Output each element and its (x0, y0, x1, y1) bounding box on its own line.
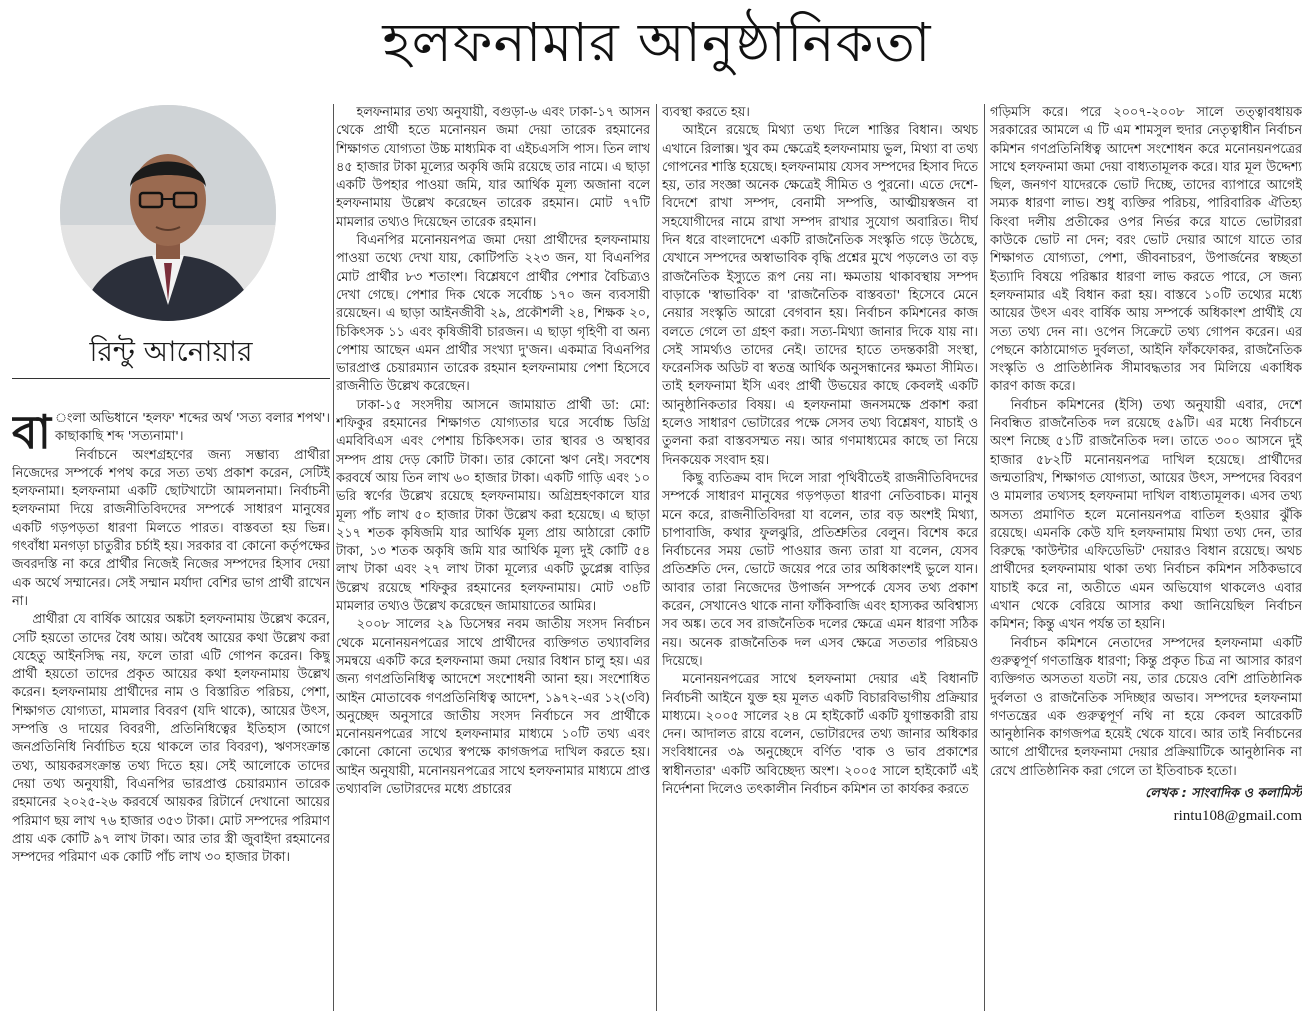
paragraph: বিএনপির মনোনয়নপত্র জমা দেয়া প্রার্থীদের হলফনামায় পাওয়া তথ্যে দেখা যায়, কোটিপতি ২২৩ জন, যা বিএনপির মোট প্রার্থীর ৮৩ শতাংশ। বিশ্লেষণে প্রার্থীর পেশার বৈচিত্র্যও দেখা গেছে। পেশার দিক থেকে সর্বোচ্চ ১৭০ জন ব্যবসায়ী রয়েছেন। এ ছাড়া আইনজীবী ২৯, প্রকৌশলী ২৪, শিক্ষক ২০, চিকিৎসক ১১ এবং কৃষিজীবী চারজন। এ ছাড়া গৃহিণী বা অন্য পেশায় আছেন এমন প্রার্থীর সংখ্যা দু'জন। একমাত্র বিএনপির ভারপ্রাপ্ত চেয়ারম্যান তারেক রহমান হলফনামায় পেশা হিসেবে রাজনীতি উল্লেখ করেছেন। (336, 233, 650, 395)
paragraph: নির্বাচন কমিশনে নেতাদের সম্পদের হলফনামা একটি গুরুত্বপূর্ণ গণতান্ত্রিক ধারণা; কিন্তু প্রকৃত চিত্র না আসার কারণ ব্যক্তিগত অসততা যতটা নয়, তার চেয়েও বেশি প্রাতিষ্ঠানিক দুর্বলতা ও রাজনৈতিক সদিচ্ছার অভাব। সম্পদের হলফনামা গণতন্ত্রের এক গুরুত্বপূর্ণ নথি না হয়ে কেবল আরেকটি আনুষ্ঠানিক কাগজপত্র হয়েই থেকে যাবে। আর তাই নির্বাচনের আগে প্রার্থীদের হলফনামা দেয়ার প্রক্রিয়াটিকে আনুষ্ঠানিক না রেখে প্রাতিষ্ঠানিক করা গেলে তা ইতিবাচক হতো। (990, 635, 1302, 779)
column-divider (656, 104, 657, 1011)
paragraph: ২০০৮ সালের ২৯ ডিসেম্বর নবম জাতীয় সংসদ নির্বাচন থেকে মনোনয়নপত্রের সাথে প্রার্থীদের ব্যক্তিগত তথ্যাবলির সমন্বয়ে একটি করে হলফনামা জমা দেয়ার বিধান চালু হয়। এর জন্য গণপ্রতিনিধিত্ব আদেশে সংশোধনী আনা হয়। সংশোধিত আইন মোতাবেক গণপ্রতিনিধিত্ব আদেশ, ১৯৭২-এর ১২(৩বি) অনুচ্ছেদ অনুসারে জাতীয় সংসদ নির্বাচনে সব প্রার্থীকে মনোনয়নপত্রের সাথে হলফনামার মাধ্যমে ১০টি তথ্য এবং কোনো কোনো তথ্যের স্বপক্ষে কাগজপত্র দাখিল করতে হয়। আইন অনুযায়ী, মনোনয়নপত্রের সাথে হলফনামার মাধ্যমে প্রাপ্ত তথ্যাবলি ভোটারদের মধ্যে প্রচারের (336, 617, 650, 797)
author-name: রিন্টু আনোয়ার (89, 335, 253, 368)
paragraph: ঢাকা-১৫ সংসদীয় আসনে জামায়াত প্রার্থী ডা: মো: শফিকুর রহমানের শিক্ষাগত যোগ্যতার ঘরে সর্বোচ্চ ডিগ্রি এমবিবিএস এবং পেশায় চিকিৎসক। তার স্থাবর ও অস্থাবর সম্পদ প্রায় দেড় কোটি টাকা। তার কোনো ঋণ নেই। সবশেষ করবর্ষে আয় তিন লাখ ৬০ হাজার টাকা। একটি গাড়ি এবং ১০ ভরি স্বর্ণের উল্লেখ রয়েছে হলফনামায়। অগ্রিম্রহণকালে যার মূল্য পাঁচ লাখ ৫০ হাজার টাকা উল্লেখ করা হয়েছে। এ ছাড়া ২১৭ শতক কৃষিজমি যার আর্থিক মূল্য প্রায় আঠারো কোটি টাকা, ১৩ শতক অকৃষি জমি যার আর্থিক মূল্য দুই কোটি ৫৪ লাখ টাকা এবং ২৭ লাখ টাকা মূল্যের একটি ডুপ্লেক্স বাড়ির উল্লেখ রয়েছে শফিকুর রহমানের হলফনামায়। মোট ৩৪টি মামলার তথ্যও উল্লেখ করেছেন জামায়াতের আমির। (336, 397, 650, 615)
author-divider (12, 378, 330, 379)
author-email[interactable]: rintu108@gmail.com (1173, 808, 1302, 825)
author-byline: লেখক : সাংবাদিক ও কলামিস্ট (1145, 785, 1302, 801)
paragraph: নির্বাচন কমিশনের (ইসি) তথ্য অনুযায়ী এবার, দেশে নিবন্ধিত রাজনৈতিক দল রয়েছে ৫৯টি। এর মধ্যে নির্বাচনে অংশ নিচ্ছে ৫১টি রাজনৈতিক দল। তাতে ৩০০ আসনে দুই হাজার ৫৮২টি মনোনয়নপত্র দাখিল হয়েছে। প্রার্থীদের জন্মতারিখ, শিক্ষাগত যোগ্যতা, আয়ের উৎস, সম্পদের বিবরণ ও মামলার তথ্যসহ হলফনামা দাখিল বাধ্যতামূলক। এসব তথ্য অসত্য প্রমাণিত হলে মনোনয়নপত্র বাতিল হওয়ার ঝুঁকি রয়েছে। এমনকি কেউ যদি হলফনামায় মিথ্যা তথ্য দেন, তার বিরুদ্ধে 'কাউন্টার এফিডেভিট' দেয়ারও বিধান রয়েছে। অথচ প্রার্থীদের হলফনামায় থাকা তথ্য নির্বাচন কমিশন সঠিকভাবে যাচাই করে না, অতীতে এমন অভিযোগ থাকলেও এবার এখান থেকে বেরিয়ে আসার কথা জানিয়েছিল নির্বাচন কমিশন; কিন্তু এখন পর্যন্ত তা হয়নি। (990, 397, 1302, 633)
dropcap: বা (12, 410, 51, 459)
paragraph: আইনে রয়েছে মিথ্যা তথ্য দিলে শাস্তির বিধান। অথচ এখানে রিলাক্স। খুব কম ক্ষেত্রেই হলফনামায় ভুল, মিথ্যা বা তথ্য গোপনের শাস্তি হয়েছে। হলফনামায় যেসব সম্পদের হিসাব দিতে হয়, তার সংজ্ঞা অনেক ক্ষেত্রেই সীমিত ও পুরনো। এতে দেশে-বিদেশে রাখা সম্পদ, বেনামী সম্পত্তি, আত্মীয়স্বজন বা সহযোগীদের নামে রাখা সম্পদ রাখার সুযোগ অবারিত। দীর্ঘ দিন ধরে বাংলাদেশে একটি রাজনৈতিক সংস্কৃতি গড়ে উঠেছে, যেখানে সম্পদের অস্বাভাবিক বৃদ্ধি প্রশ্নের মুখে পড়লেও তা বড় রাজনৈতিক ইস্যুতে রূপ নেয় না। ক্ষমতায় থাকাবস্থায় সম্পদ বাড়াকে 'স্বাভাবিক' বা 'রাজনৈতিক বাস্তবতা' হিসেবে মেনে নেয়ার সংস্কৃতি আরো বেগবান হয়। নির্বাচন কমিশনের কাজ বলতে গেলে তা গ্রহণ করা। সত্য-মিথ্যা জানার দিকে যায় না। সেই সামর্থ্যও তাদের নেই। তাদের হাতে তদন্তকারী সংস্থা, ফরেনসিক অডিট বা স্বতন্ত্র আর্থিক অনুসন্ধানের ক্ষমতা সীমিত। তাই হলফনামা ইসি এবং প্রার্থী উভয়ের কাছে কেবলই একটি আনুষ্ঠানিকতার বিষয়। এ হলফনামা জনসমক্ষে প্রকাশ করা হলেও সাধারণ ভোটারের পক্ষে সেসব তথ্য বিশ্লেষণ, যাচাই ও তুলনা করা বাস্তবসম্মত নয়। আর গণমাধ্যমের কাছে তা নিয়ে দিনকয়েক সংবাদ হয়। (662, 123, 978, 468)
column-3 (662, 104, 978, 1011)
paragraph: গড়িমসি করে। পরে ২০০৭-২০০৮ সালে তত্ত্বাবধায়ক সরকারের আমলে এ টি এম শামসুল হুদার নেতৃত্বাধীন নির্বাচন কমিশন গণপ্রতিনিধিত্ব আদেশ সংশোধন করে মনোনয়নপত্রের সাথে হলফনামা জমা দেয়া বাধ্যতামূলক করে। যার মূল উদ্দেশ্য ছিল, জনগণ যাদেরকে ভোট দিচ্ছে, তাদের ব্যাপারে আগেই সম্যক ধারণা লাভ। শুধু ব্যক্তির পরিচয়, পারিবারিক ঐতিহ্য কিংবা দলীয় প্রতীকের ওপর নির্ভর করে যাতে ভোটাররা কাউকে ভোট না দেন; বরং ভোট দেয়ার আগে যাতে তার শিক্ষাগত যোগ্যতা, পেশা, জীবনাচরণ, উপার্জনের স্বচ্ছতা ইত্যাদি বিষয়ে পরিষ্কার ধারণা লাভ করতে পারে, সে জন্য হলফনামার এই বিধান করা হয়। বাস্তবে ১০টি তথ্যের মধ্যে আয়ের উৎস এবং বার্ষিক আয় সম্পর্কে অধিকাংশ প্রার্থীই যে সত্য তথ্য দেন না। ওপেন সিক্রেটে তথ্য গোপন করেন। এর পেছনে কাঠামোগত দুর্বলতা, আইনি ফাঁকফোকর, রাজনৈতিক সংস্কৃতি ও প্রাতিষ্ঠানিক সীমাবদ্ধতার সব মিলিয়ে একাধিক কারণ কাজ করে। (990, 105, 1302, 395)
author-photo (60, 105, 276, 321)
paragraph (12, 410, 330, 459)
person-icon (60, 105, 276, 321)
paragraph: কিছু ব্যতিক্রম বাদ দিলে সারা পৃথিবীতেই রাজনীতিবিদদের সম্পর্কে সাধারণ মানুষের গড়পড়তা ধারণা নেতিবাচক। মানুষ মনে করে, রাজনীতিবিদরা যা বলেন, তার বড় অংশই মিথ্যা, চাপাবাজি, কথার ফুলঝুরি, প্রতিশ্রুতির বেলুন। বিশেষ করে নির্বাচনের সময় ভোট পাওয়ার জন্য তারা যা বলেন, যেসব প্রতিশ্রুতি দেন, ভোটে জয়ের পরে তার অধিকাংশই ভুলে যান। আবার তারা নিজেদের উপার্জন সম্পর্কে যেসব তথ্য প্রকাশ করেন, সেখানেও থাকে নানা ফাঁকিবাজি এবং হাস্যকর অবিশ্বাস্য সব অঙ্ক। তবে সব রাজনৈতিক দলের ক্ষেত্রে এমন ধারণা সঠিক নয়। অনেক রাজনৈতিক দল এসব ক্ষেত্রে সততার পরিচয়ও দিয়েছে। (662, 470, 978, 669)
paragraph: হলফনামার তথ্য অনুযায়ী, বগুড়া-৬ এবং ঢাকা-১৭ আসন থেকে প্রার্থী হতে মনোনয়ন জমা দেয়া তারেক রহমানের শিক্ষাগত যোগ্যতা উচ্চ মাধ্যমিক বা এইচএসসি পাস। তিন লাখ ৪৫ হাজার টাকা মূল্যের অকৃষি জমি রয়েছে তার নামে। এ ছাড়া একটি উপহার পাওয়া জমি, যার আর্থিক মূল্য অজানা বলে হলফনামায় উল্লেখ করেছেন তারেক রহমান। মোট ৭৭টি মামলার তথ্যও দিয়েছেন তারেক রহমান। (336, 105, 650, 230)
paragraph: নির্বাচনে অংশগ্রহণের জন্য সম্ভাব্য প্রার্থীরা নিজেদের সম্পর্কে শপথ করে সত্য তথ্য প্রকাশ করেন, সেটিই হলফনামা। হলফনামা একটি ছোটখাটো আমলনামা। নির্বাচনী হলফনামা দিয়ে রাজনীতিবিদদের সম্পর্কে সাধারণ মানুষের একটি গড়পড়তা ধারণা মিলতে পারত। বাস্তবতা হয় ভিন্ন। গৎবাঁধা মনগড়া চাতুরীর চর্চাই হয়। সরকার বা কোনো কর্তৃপক্ষের জবরদস্তি না করে প্রার্থীর নিজেই নিজের সম্পদের হিসাব দেয়া এক অর্থে সম্মানের। সেই সম্মান মর্যাদা বেশির ভাগ প্রার্থী রাখেন না। (12, 447, 330, 609)
column-divider (984, 104, 985, 1011)
paragraph: মনোনয়নপত্রের সাথে হলফনামা দেয়ার এই বিধানটি নির্বাচনী আইনে যুক্ত হয় মূলত একটি বিচারবিভাগীয় প্রক্রিয়ার মাধ্যমে। ২০০৫ সালের ২৪ মে হাইকোর্ট একটি যুগান্তকারী রায় দেন। আদালত রায়ে বলেন, ভোটারদের তথ্য জানার অধিকার সংবিধানের ৩৯ অনুচ্ছেদে বর্ণিত 'বাক ও ভাব প্রকাশের স্বাধীনতার' একটি অবিচ্ছেদ্য অংশ। ২০০৫ সালে হাইকোর্ট এই নির্দেশনা দিলেও তৎকালীন নির্বাচন কমিশন তা কার্যকর করতে (662, 672, 978, 797)
paragraph-text: ংলা অভিধানে 'হলফ' শব্দের অর্থ 'সত্য বলার শপথ'। কাছাকাছি শব্দ 'সত্যনামা'। (54, 411, 330, 445)
column-1 (12, 410, 330, 1011)
paragraph: ব্যবস্থা করতে হয়। (662, 105, 750, 120)
column-2 (336, 104, 650, 1011)
page-title: হলফনামার আনুষ্ঠানিকতা (382, 11, 932, 74)
column-4 (990, 104, 1302, 1011)
column-divider (333, 104, 334, 1011)
paragraph: প্রার্থীরা যে বার্ষিক আয়ের অঙ্কটা হলফনামায় উল্লেখ করেন, সেটি হয়তো তাদের বৈধ আয়। অবৈধ আয়ের কথা উল্লেখ করা যেহেতু আইনসিদ্ধ নয়, ফলে তারা এটি গোপন করেন। কিছু প্রার্থী হয়তো তাদের প্রকৃত আয়ের কথা হলফনামায় উল্লেখ করেন। হলফনামায় প্রার্থীদের নাম ও বিস্তারিত পরিচয়, পেশা, শিক্ষাগত যোগ্যতা, মামলার বিবরণ (যদি থাকে), আয়ের উৎস, সম্পত্তি ও দায়ের বিবরণী, প্রতিনিধিত্বের ইতিহাস (আগে জনপ্রতিনিধি নির্বাচিত হয়ে থাকলে তার বিবরণ), ঋণসংক্রান্ত তথ্য, আয়করসংক্রান্ত তথ্য দিতে হয়। সেই আলোকে তাদের দেয়া তথ্য অনুযায়ী, বিএনপির ভারপ্রাপ্ত চেয়ারম্যান তারেক রহমানের ২০২৫-২৬ করবর্ষে আয়কর রিটার্নে দেখানো আয়ের পরিমাণ ছয় লাখ ৭৬ হাজার ৩৫৩ টাকা। মোট সম্পদের পরিমাণ প্রায় এক কোটি ৯৭ লাখ টাকা। আর তার স্ত্রী জুবাইদা রহমানের সম্পদের পরিমাণ এক কোটি পাঁচ লাখ ৩০ হাজার টাকা। (12, 612, 330, 866)
